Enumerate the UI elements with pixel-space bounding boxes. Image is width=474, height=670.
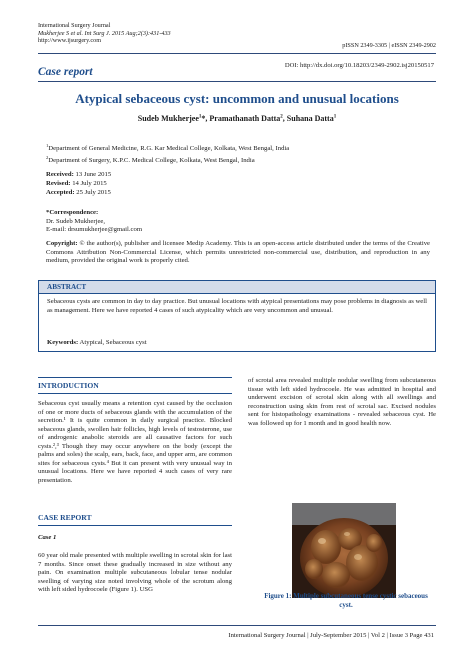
section-rule [38, 393, 232, 394]
issn: pISSN 2349-3305 | eISSN 2349-2902 [342, 42, 436, 49]
affiliation: $^1$Department of General Medicine, R.G. Kar Medical College, Kolkata, West Bengal, India [46, 143, 290, 153]
case-report-heading: CASE REPORT [38, 513, 92, 522]
author: Suhana Datta$^1$ [286, 114, 337, 123]
case1-label: Case 1 [38, 534, 57, 541]
introduction-text: Sebaceous cyst usually means a retention cyst caused by the occlusion of one or more ducts of sebaceous glands with the accumulation of the secretion.¹ It is quite common in daily surgical practice. Blocked sebaceous glands, swollen hair follicles, high levels of testosterone, use of androgenic anabolic steroids are all causative factors for such cysts.²,³ Though they may occur anywhere on the body (except the palms and soles) the scalp, ears, back, face, and upper arm, are common sites for sebaceous cysts.⁴ But it can present with very unusual way in unusual locations. Here we have reported 4 such cases of very rare presentation. [38, 400, 232, 484]
author: Sudeb Mukherjee$^1$*, [137, 114, 210, 123]
correspondence-name: Dr. Sudeb Mukherjee, [46, 217, 106, 225]
author: Pramathanath Datta$^2$, [209, 114, 287, 123]
article-dates [46, 170, 111, 197]
journal-citation: Mukherjee S et al. Int Surg J. 2015 Aug;2(3):431-433 [38, 29, 171, 37]
doi[interactable]: DOI: http://dx.doi.org/10.18203/2349-2902.isj20150517 [284, 62, 434, 69]
case1-text: 60 year old male presented with multiple swelling in scrotal skin for last 7 months. Since onset these gradually increased in size without any pain. On examination multiple subcutaneous lobular tense nodular swelling of varying size noted involving whole of the scrotum along with left sided hydrocoele (Figure 1). USG [38, 552, 232, 593]
footer-rule [38, 625, 436, 626]
copyright-label: Copyright: [46, 240, 78, 247]
case1-continued-text: of scrotal area revealed multiple nodular swelling from subcutaneous tissue with left sided hydrocoele. He was admitted in hospital and underwent excision of scrotal skin along with all swellings and reconstruction using skin from rest of scrotal sac. Excised nodules sent for histopathology examinations - revealed sebaceous cyst. He was followed up for 1 month and in good health now. [248, 377, 436, 427]
article-title: Atypical sebaceous cyst: uncommon and unusual locations [75, 91, 399, 106]
correspondence-email[interactable]: E-mail: drsumukherjee@gmail.com [46, 226, 143, 233]
correspondence-label: *Correspondence: [46, 209, 99, 216]
copyright-text: © the author(s), publisher and licensee Medip Academy. This is an open-access article distributed under the terms of the Creative Commons Attribution Non-Commercial License, which permits unrestricted non-commercial use, distribution, and reproduction in any medium, provided the original work is properly cited. [46, 240, 431, 265]
figure-1-caption: Figure 1: Multiple subcutaneous tense cystic sebaceous cyst. [264, 592, 428, 609]
received-date: Received: 13 June 2015 [46, 171, 112, 178]
case-report-heading-block [38, 513, 232, 526]
page-footer: International Surgery Journal | July-September 2015 | Vol 2 | Issue 3 Page 431 [228, 632, 434, 639]
section-rule [38, 377, 232, 378]
figure-1-image [292, 503, 396, 598]
journal-name: International Surgery Journal [38, 22, 111, 29]
abstract-header [39, 281, 435, 294]
section-rule [38, 525, 232, 526]
article-type: Case report [38, 66, 93, 78]
correspondence [46, 209, 142, 235]
abstract-box [38, 280, 436, 352]
journal-header [38, 22, 171, 45]
journal-url[interactable]: http://www.ijsurgery.com [38, 37, 102, 45]
affiliation: $^2$Department of Surgery, K.P.C. Medical College, Kolkata, West Bengal, India [46, 154, 255, 165]
author-list [38, 114, 436, 123]
abstract-heading: ABSTRACT [47, 283, 87, 291]
revised-date: Revised: 14 July 2015 [46, 180, 107, 187]
header-rule-2 [38, 81, 436, 82]
introduction-heading: INTRODUCTION [38, 381, 99, 390]
keywords: Keywords: Atypical, Sebaceous cyst [47, 339, 147, 346]
scrotal-swelling-photo [292, 503, 396, 598]
copyright [46, 240, 430, 266]
affiliations [46, 142, 289, 166]
abstract-text: Sebaceous cysts are common in day to day practice. But unusual locations with atypical presentations may pose problems in diagnosis as well as management. Here we have reported 4 cases of such atypicality which are very uncommon and unusual. [47, 298, 427, 314]
accepted-date: Accepted: 25 July 2015 [46, 189, 111, 196]
header-rule [38, 53, 436, 54]
introduction-heading-block [38, 377, 232, 394]
